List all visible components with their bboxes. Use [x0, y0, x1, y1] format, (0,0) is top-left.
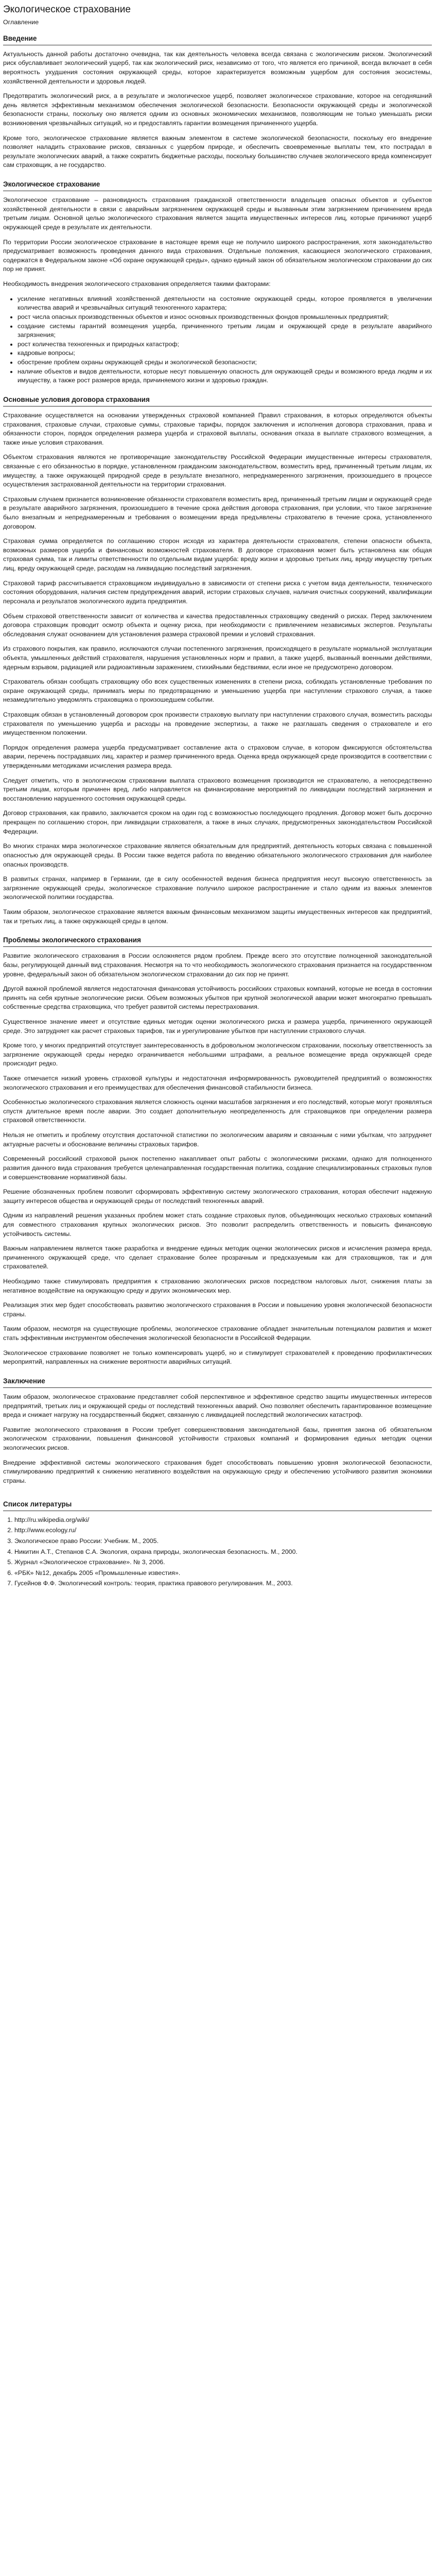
paragraph: Страховщик обязан в установленный договором срок произвести страховую выплату при наступлении страхового случая, возместить расходы страхователя по уменьшению ущерба и расходы на проведение экспертизы, а также не разглашать сведения о страхователе и его имущественном положении.: [3, 711, 432, 737]
paragraph: Объектом страхования являются не противоречащие законодательству Российской Федерации имущественные интересы страхователя, связанные с его обязанностью в порядке, установленном гражданским законодательством, возместить вред, причиненный третьим лицам, их имуществу, а также окружающей природной среде в результате внезапного, непреднамеренного загрязнения, произошедшего в процессе осуществления застрахованной деятельности на территории страхования.: [3, 453, 432, 488]
paragraph: Договор страхования, как правило, заключается сроком на один год с возможностью последующего продления. Договор может быть досрочно прекращен по соглашению сторон, при ликвидации страхователя, а также в иных случаях, предусмотренных законодательством Российской Федерации.: [3, 809, 432, 835]
list-item: • обострение проблем охраны окружающей среды и экологической безопасности;: [18, 358, 432, 367]
sources-list: [3, 1516, 432, 1588]
paragraph: Экологическое страхование позволяет не только компенсировать ущерб, но и стимулирует страхователей к проведению профилактических мероприятий, направленных на снижение вероятности аварийных ситуаций.: [3, 1349, 432, 1366]
source-item: 4. Никитин А.Т., Степанов С.А. Экология, охрана природы, экологическая безопасность. М., 2000.: [14, 1548, 432, 1557]
paragraph: Существенное значение имеет и отсутствие единых методик оценки экологического риска и размера ущерба, причиненного окружающей среде. Это затрудняет как расчет страховых тарифов, так и урегулирование убытков при наступлении страхового случая.: [3, 1018, 432, 1035]
section-heading-ecology: Экологическое страхование: [3, 179, 432, 191]
paragraph: Во многих странах мира экологическое страхование является обязательным для предприятий, деятельность которых связана с повышенной опасностью для окружающей среды. В России также ведется работа по введению обязательного экологического страхования для наиболее опасных производств.: [3, 842, 432, 868]
factors-list: [3, 295, 432, 385]
paragraph: Объем страховой ответственности зависит от количества и качества предоставленных страховщику сведений о рисках. Перед заключением договора страховщик проводит осмотр объекта и оценку риска, при необходимости с привлечением независимых экспертов. Результаты обследования служат основанием для установления размера страховой премии и условий страхования.: [3, 612, 432, 638]
paragraph: Предотвратить экологический риск, а в результате и экологическое ущерб, позволяет экологическое страхование, которое на сегодняшний день является эффективным механизмом обеспечения экологической безопасности. Безопасности окружающей среды и экологической безопасности страны, поскольку оно является одним из основных экономических механизмов, позволяющим не только уменьшать риски возникновения чрезвычайных ситуаций, но и предоставлять гарантии возмещения причиненного ущерба.: [3, 92, 432, 127]
paragraph: Таким образом, несмотря на существующие проблемы, экологическое страхование обладает значительным потенциалом развития и может стать эффективным инструментом обеспечения экологической безопасности в Российской Федерации.: [3, 1325, 432, 1342]
paragraph: Страховой тариф рассчитывается страховщиком индивидуально в зависимости от степени риска с учетом вида деятельности, технического состояния оборудования, наличия систем предупреждения аварий, истории страховых случаев, наличия очистных сооружений, квалификации персонала и результатов экологического аудита предприятия.: [3, 579, 432, 605]
paragraph: Необходимость внедрения экологического страхования определяется такими факторами:: [3, 280, 271, 288]
section-intro: [3, 50, 432, 170]
section-problems: [3, 952, 432, 1367]
section-heading-conclusion: Заключение: [3, 1376, 432, 1388]
paragraph: Таким образом, экологическое страхование представляет собой перспективное и эффективное средство защиты имущественных интересов предприятий, третьих лиц и окружающей среды от последствий техногенных аварий. Оно позволяет обеспечить гарантированное возмещение вреда и снижает нагрузку на государственный бюджет, связанную с ликвидацией последствий экологических катастроф.: [3, 1393, 432, 1419]
source-item: 5. Журнал «Экологическое страхование». № 3, 2006.: [14, 1558, 432, 1567]
paragraph: Страховая сумма определяется по соглашению сторон исходя из характера деятельности страхователя, степени опасности объекта, возможных размеров ущерба и финансовых возможностей страхователя. В договоре страхования может быть установлена как общая страховая сумма, так и лимиты ответственности по отдельным видам ущерба: вреду жизни и здоровью третьих лиц, вреду имуществу третьих лиц, вреду окружающей среде, расходам на ликвидацию последствий загрязнения.: [3, 537, 432, 572]
paragraph: Экологическое страхование – разновидность страхования гражданской ответственности владельцев опасных объектов и субъектов хозяйственной деятельности в связи с аварийным загрязнением окружающей среды и вызванным этим загрязнением причинением вреда третьим лицам. Основной целью экологического страхования является защита имущественных интересов лиц, которые причиняют ущерб окружающей среде в результате их деятельности.: [3, 196, 432, 231]
source-item: 7. Гусейнов Ф.Ф. Экологический контроль: теория, практика правового регулирования. М., 2003.: [14, 1579, 432, 1588]
section-heading-sources: Список литературы: [3, 1499, 432, 1511]
section-ecology: [3, 196, 432, 289]
source-item: 1. http://ru.wikipedia.org/wiki/: [14, 1516, 432, 1525]
paragraph: Из страхового покрытия, как правило, исключаются случаи постепенного загрязнения, происходящего в результате нормальной эксплуатации объекта, умышленных действий страхователя, нарушения установленных норм и правил, а также ущерб, вызванный военными действиями, ядерным взрывом, радиацией или радиоактивным заражением, стихийными бедствиями, если иное не предусмотрено договором.: [3, 645, 432, 671]
paragraph: По территории России экологическое страхование в настоящее время еще не получило широкого распространения, хотя законодательство предусматривает возможность проведения данного вида страхования. Отдельные положения, касающиеся экологического страхования, содержатся в Федеральном законе «Об охране окружающей среды», однако единый закон об обязательном экологическом страховании до сих пор не принят.: [3, 238, 432, 273]
paragraph: Таким образом, экологическое страхование является важным финансовым механизмом защиты имущественных интересов как предприятий, так и третьих лиц, а также окружающей среды в целом.: [3, 908, 432, 925]
list-item: • наличие объектов и видов деятельности, которые несут повышенную опасность для окружающей среды и возможного вреда людям и их имуществу, а также рост размеров вреда, причиняемого жизни и здоровью граждан.: [18, 367, 432, 385]
paragraph: Также отмечается низкий уровень страховой культуры и недостаточная информированность руководителей предприятий о возможностях экологического страхования и его преимуществах для обеспечения финансовой стабильности бизнеса.: [3, 1075, 432, 1091]
page-title: Экологическое страхование: [3, 4, 131, 15]
list-item: • рост количества техногенных и природных катастроф;: [18, 340, 432, 349]
paragraph: Страхователь обязан сообщать страховщику обо всех существенных изменениях в степени риска, соблюдать установленные требования по охране окружающей среды, принимать меры по предотвращению и уменьшению ущерба при наступлении страхового случая, а также незамедлительно уведомлять страховщика о произошедшем событии.: [3, 678, 432, 704]
list-item: • усиление негативных влияний хозяйственной деятельности на состояние окружающей среды, которое проявляется в увеличении количества аварий и чрезвычайных ситуаций техногенного характера;: [18, 295, 432, 313]
paragraph: Особенностью экологического страхования является сложность оценки масштабов загрязнения и его последствий, которые могут проявляться спустя длительное время после аварии. Это создает дополнительную неопределенность для страховщиков при определении размера страховой ответственности.: [3, 1098, 432, 1124]
paragraph: Одним из направлений решения указанных проблем может стать создание страховых пулов, объединяющих несколько страховых компаний для совместного страхования крупных экологических рисков. Это позволит распределить ответственность и повысить финансовую устойчивость системы.: [3, 1212, 432, 1238]
paragraph: Следует отметить, что в экологическом страховании выплата страхового возмещения производится не страхователю, а непосредственно третьим лицам, которым причинен вред, либо направляется на финансирование мероприятий по ликвидации последствий загрязнения и восстановлению нарушенного состояния окружающей среды.: [3, 776, 432, 802]
paragraph: Кроме того, у многих предприятий отсутствует заинтересованность в добровольном экологическом страховании, поскольку ответственность за загрязнение окружающей среды нередко ограничивается небольшими штрафами, а реальное возмещение вреда окружающей среде происходит редко.: [3, 1042, 432, 1067]
list-item: • рост числа опасных производственных объектов и износ основных производственных фондов промышленных предприятий;: [18, 313, 432, 322]
toc-link[interactable]: Оглавление: [3, 18, 39, 26]
paragraph: Решение обозначенных проблем позволит сформировать эффективную систему экологического страхования, которая обеспечит надежную защиту интересов общества и окружающей среды от последствий техногенных аварий.: [3, 1188, 432, 1205]
paragraph: Страховым случаем признается возникновение обязанности страхователя возместить вред, причиненный третьим лицам и окружающей среде в результате аварийного загрязнения, произошедшего в течение срока действия договора страхования, при условии, что такое загрязнение было внезапным и непреднамеренным и требования о возмещении вреда предъявлены страхователю в течение срока, установленного договором.: [3, 495, 432, 530]
paragraph: Другой важной проблемой является недостаточная финансовая устойчивость российских страховых компаний, которые не всегда в состоянии принять на себя крупные экологические риски. Объем возможных убытков при крупной экологической аварии может многократно превышать собственные средства страховщика, что требует развитой системы перестрахования.: [3, 985, 432, 1011]
paragraph: Реализация этих мер будет способствовать развитию экологического страхования в России и повышению уровня экологической безопасности страны.: [3, 1301, 432, 1318]
paragraph: Кроме того, экологическое страхование является важным элементом в системе экологической безопасности, поскольку его внедрение позволяет наладить страхование рисков, связанных с ущербом природе, и обеспечить своевременные выплаты тем, кто пострадал в результате экологических аварий, а также сократить бюджетные расходы, поскольку большинство случаев экологического вреда компенсирует сам страховщик, а не государство.: [3, 134, 432, 169]
list-item: • кадровые вопросы;: [18, 349, 432, 358]
paragraph: Современный российский страховой рынок постепенно накапливает опыт работы с экологическими рисками, однако для полноценного развития данного вида страхования требуется целенаправленная государственная политика, создание специализированных страховых пулов и совершенствование нормативной базы.: [3, 1155, 432, 1181]
paragraph: Развитие экологического страхования в России осложняется рядом проблем. Прежде всего это отсутствие полноценной законодательной базы, регулирующей данный вид страхования. Несмотря на то что необходимость экологического страхования признается на государственном уровне, федеральный закон об обязательном экологическом страховании до сих пор не принят.: [3, 952, 432, 978]
source-item: 3. Экологическое право России: Учебник. М., 2005.: [14, 1537, 432, 1546]
source-item: 6. «РБК» №12, декабрь 2005 «Промышленные известия».: [14, 1569, 432, 1578]
paragraph: Порядок определения размера ущерба предусматривает составление акта о страховом случае, в котором фиксируются обстоятельства аварии, перечень пострадавших лиц, характер и размер причиненного вреда. Оценка вреда окружающей среде производится в соответствии с утвержденными методиками исчисления размера вреда.: [3, 743, 432, 770]
source-item: 2. http://www.ecology.ru/: [14, 1526, 432, 1535]
section-heading-problems: Проблемы экологического страхования: [3, 935, 432, 947]
section-conclusion: [3, 1393, 432, 1485]
list-item: • создание системы гарантий возмещения ущерба, причиненного третьим лицам и окружающей среде в результате аварийного загрязнения;: [18, 322, 432, 340]
paragraph: Актуальность данной работы достаточно очевидна, так как деятельность человека всегда связана с экологическим риском. Экологический риск обуславливает экологический ущерб, так как экологический риск, независимо от того, что является его причиной, всегда включает в себя вероятность ухудшения состояния окружающей среды, которое характеризуется возможным ущербом для состояния экосистемы, хозяйственной деятельности и здоровья людей.: [3, 50, 432, 85]
paragraph: Важным направлением является также разработка и внедрение единых методик оценки экологических рисков и исчисления размера вреда, причиненного окружающей среде, что сделает страхование более прозрачным и предсказуемым как для страховщиков, так и для страхователей.: [3, 1245, 432, 1270]
paragraph: Необходимо также стимулировать предприятия к страхованию экологических рисков посредством налоговых льгот, снижения платы за негативное воздействие на окружающую среду и других экономических мер.: [3, 1278, 432, 1294]
section-conditions: [3, 411, 432, 926]
section-heading-conditions: Основные условия договора страхования: [3, 395, 432, 406]
paragraph: Внедрение эффективной системы экологического страхования будет способствовать повышению уровня экологической безопасности, стимулированию предприятий к снижению негативного воздействия на окружающую среду и обеспечению устойчивого развития экономики страны.: [3, 1459, 432, 1484]
paragraph: Страхование осуществляется на основании утвержденных страховой компанией Правил страхования, в которых определяются объекты страхования, страховые случаи, страховые суммы, страховые тарифы, порядок заключения и исполнения договора страхования, права и обязанности сторон, порядок определения размера ущерба и страховой выплаты, основания отказа в выплате страхового возмещения, а также иные условия страхования.: [3, 411, 432, 446]
paragraph: Развитие экологического страхования в России требует совершенствования законодательной базы, принятия закона об обязательном экологическом страховании, повышения финансовой устойчивости страховых компаний и формирования единых методик оценки экологических рисков.: [3, 1426, 432, 1452]
section-heading-intro: Введение: [3, 33, 432, 45]
paragraph: В развитых странах, например в Германии, где в силу особенностей ведения бизнеса предприятия несут высокую ответственность за загрязнение окружающей среды, экологическое страхование получило широкое распространение и стало одним из важных элементов экологической политики государства.: [3, 875, 432, 901]
paragraph: Нельзя не отметить и проблему отсутствия достаточной статистики по экологическим авариям и связанным с ними убыткам, что затрудняет актуарные расчеты и обоснование величины страховых тарифов.: [3, 1131, 432, 1148]
